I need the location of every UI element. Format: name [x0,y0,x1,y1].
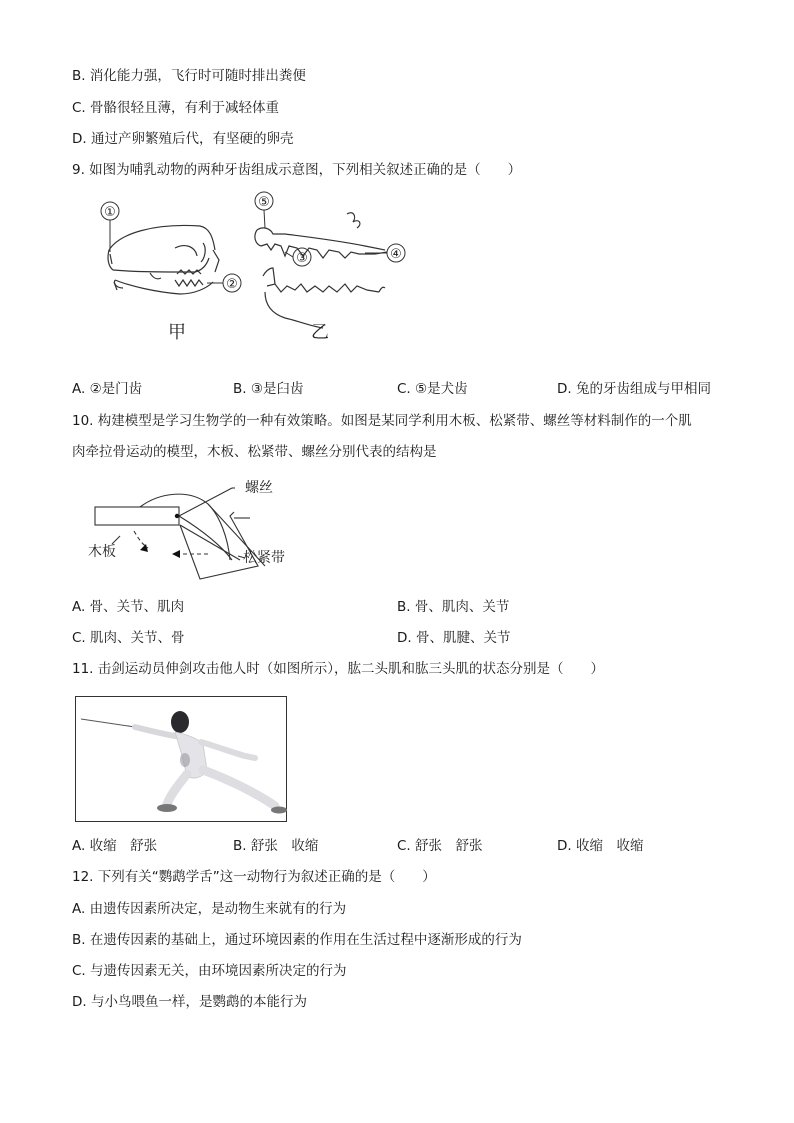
circle-number-5: ⑤ [258,195,270,210]
circle-number-4: ④ [390,247,402,262]
q11-option-c: C. 舒张 舒张 [397,838,483,854]
fencer-photo [75,696,287,822]
screw-dot [175,514,179,518]
q9-stem: 9. 如图为哺乳动物的两种牙齿组成示意图，下列相关叙述正确的是（ ） [72,162,522,178]
q12-option-b: B. 在遗传因素的基础上，通过环境因素的作用在生活过程中逐渐形成的行为 [72,932,522,948]
teeth-diagram [95,188,425,348]
q10-option-b: B. 骨、肌肉、关节 [397,599,510,615]
q12-option-c: C. 与遗传因素无关，由环境因素所决定的行为 [72,963,347,979]
label-jia: 甲 [168,322,186,343]
skull-yi [255,213,387,328]
muscle-model-diagram [80,474,310,586]
q9-option-b: B. ③是臼齿 [233,381,304,397]
q11-stem: 11. 击剑运动员伸剑攻击他人时（如图所示），肱二头肌和肱三头肌的状态分别是（ ） [72,661,605,677]
q9-option-c: C. ⑤是犬齿 [397,381,468,397]
elastic-band-top [140,494,230,560]
label-band: 松紧带 [243,550,285,566]
q11-option-b: B. 舒张 收缩 [233,838,319,854]
q10-option-c: C. 肌肉、关节、骨 [72,630,185,646]
skull-jia [108,225,219,294]
q8-option-c: C. 骨骼很轻且薄，有利于减轻体重 [72,100,280,116]
q12-option-a: A. 由遗传因素所决定，是动物生来就有的行为 [72,901,347,917]
wooden-board [95,507,179,525]
q10-stem-line1: 10. 构建模型是学习生物学的一种有效策略。如图是某同学利用木板、松紧带、螺丝等材料制作的一个肌 [72,413,692,429]
q11-option-a: A. 收缩 舒张 [72,838,158,854]
label-screw: 螺丝 [245,480,273,496]
q9-option-a: A. ②是门齿 [72,381,143,397]
q10-option-a: A. 骨、关节、肌肉 [72,599,185,615]
circle-number-2: ② [226,277,238,292]
q11-option-d: D. 收缩 收缩 [557,838,644,854]
q12-option-d: D. 与小鸟喂鱼一样，是鹦鹉的本能行为 [72,994,307,1010]
q8-option-b: B. 消化能力强，飞行时可随时排出粪便 [72,68,306,84]
circle-number-3: ③ [296,251,308,266]
label-board: 木板 [88,544,116,560]
q12-stem: 12. 下列有关“鹦鹉学舌”这一动物行为叙述正确的是（ ） [72,869,436,885]
q9-option-d: D. 兔的牙齿组成与甲相同 [557,381,711,397]
q10-stem-line2: 肉牵拉骨运动的模型，木板、松紧带、螺丝分别代表的结构是 [72,444,437,460]
q8-option-d: D. 通过产卵繁殖后代，有坚硬的卵壳 [72,131,294,147]
label-yi: 乙 [311,322,329,343]
q10-option-d: D. 骨、肌腱、关节 [397,630,511,646]
circle-number-1: ① [104,205,116,220]
